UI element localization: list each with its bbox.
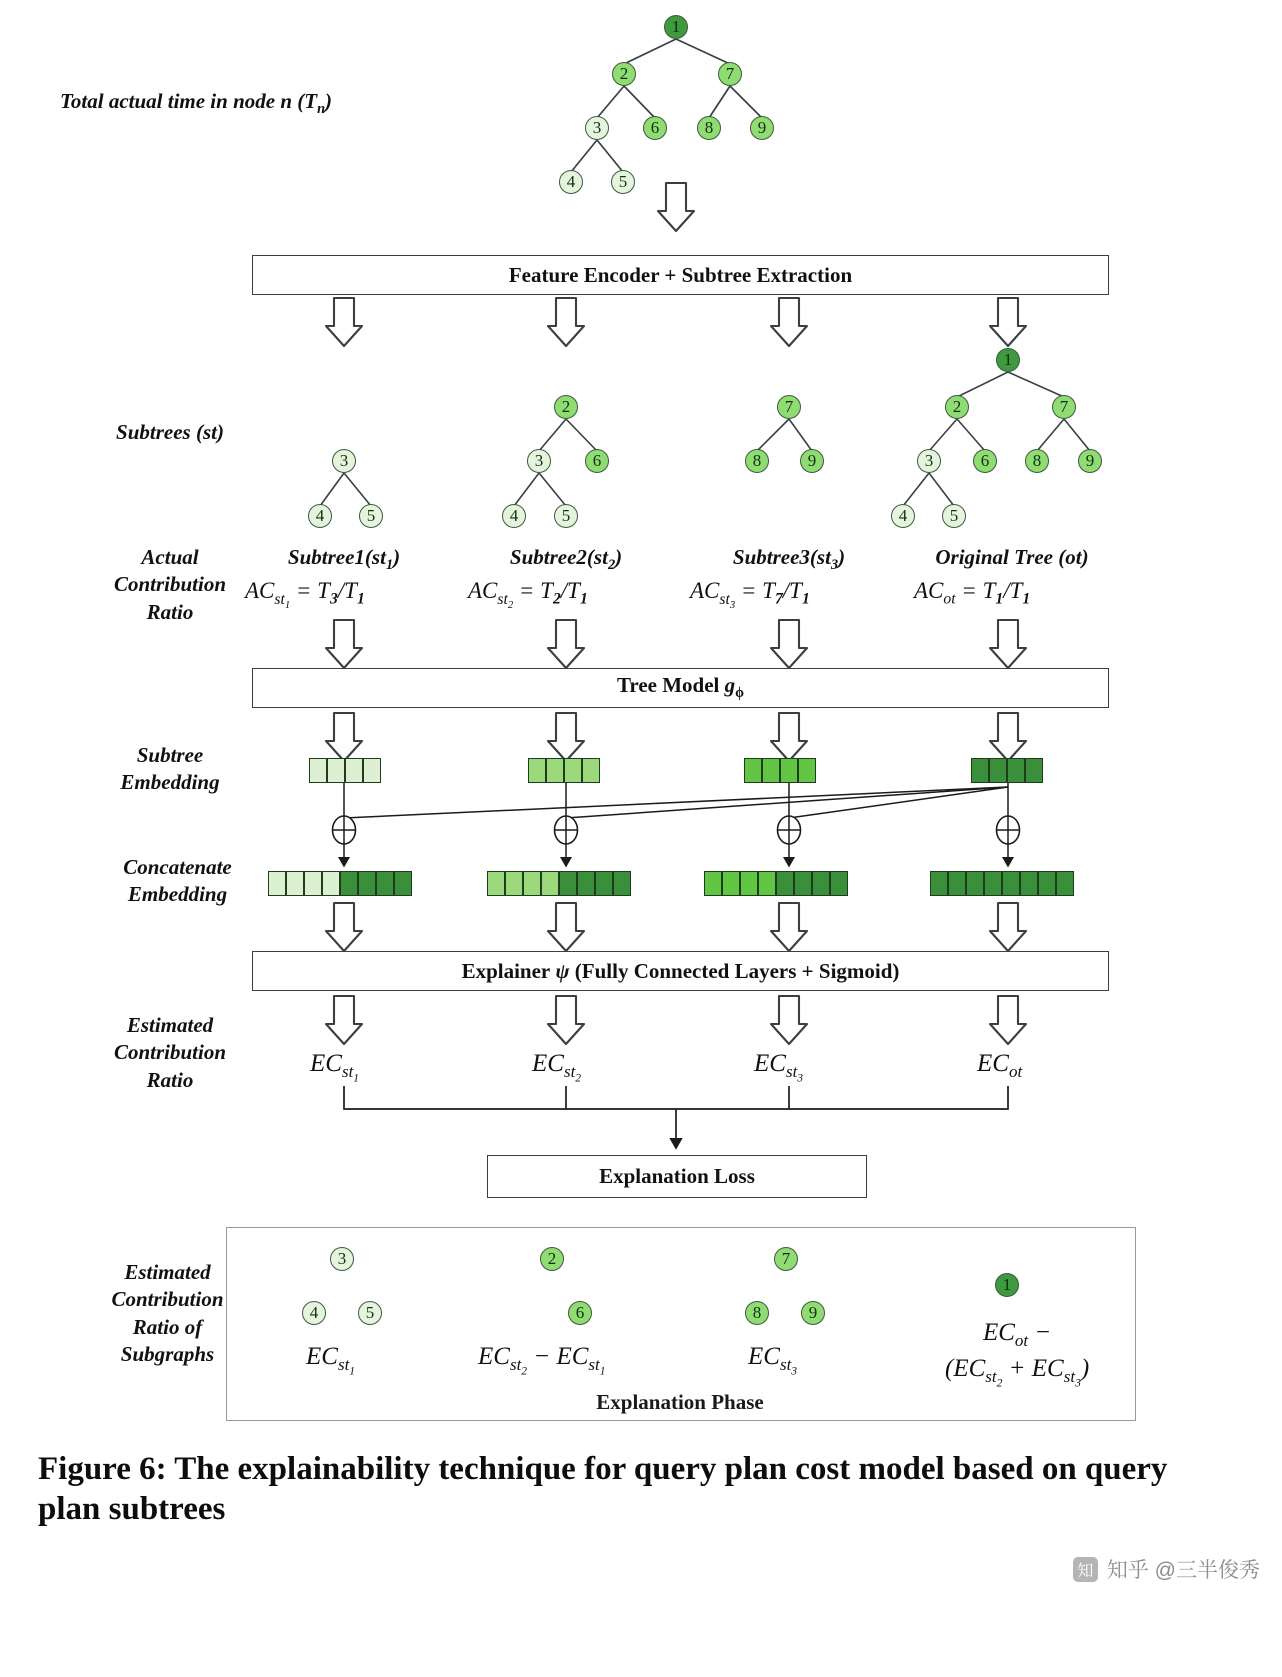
- watermark: [1073, 1554, 1260, 1584]
- explainer-label: Explainer ψ (Fully Connected Layers + Sigmoid): [461, 958, 900, 983]
- tree-node-subgraph1-4: 4: [302, 1301, 326, 1325]
- concat-embedding-2-right-cell-2: [577, 871, 595, 896]
- tree-node-st2-4: 4: [502, 504, 526, 528]
- subtree-name-1: [254, 545, 434, 574]
- concat-embedding-3-right-cell-4: [830, 871, 848, 896]
- tree-node-input-3: 3: [585, 116, 609, 140]
- concat-embedding-4-left-cell-3: [966, 871, 984, 896]
- watermark-handle: 知乎 @三半俊秀: [1106, 1559, 1260, 1582]
- process-box-explainer: [252, 951, 1109, 991]
- row-label-concatenate-embedding: Concatenate Embedding: [123, 855, 232, 907]
- concat-embedding-1-right-cell-4: [394, 871, 412, 896]
- tree-node-st4-4: 4: [891, 504, 915, 528]
- concat-embedding-2-left-cell-2: [505, 871, 523, 896]
- row-label-subtrees: [60, 419, 280, 446]
- process-box-tree-model: [252, 668, 1109, 708]
- tree-node-st4-9: 9: [1078, 449, 1102, 473]
- ac-formula-4: $AC_{ot} = T_1/T_1$: [914, 578, 1031, 608]
- concat-embedding-4-right-cell-1: [1002, 871, 1020, 896]
- tree-node-st1-5: 5: [359, 504, 383, 528]
- concat-embedding-1-right-cell-1: [340, 871, 358, 896]
- concat-embedding-3-right-cell-2: [794, 871, 812, 896]
- concat-embedding-2-right-cell-1: [559, 871, 577, 896]
- ac-formula-2: $AC_{st_2} = T_2/T_1$: [468, 578, 588, 611]
- concat-embedding-3-right-cell-1: [776, 871, 794, 896]
- concat-embedding-2-left-cell-3: [523, 871, 541, 896]
- ec-label-2: $EC_{st_2}$: [532, 1050, 582, 1085]
- tree-node-input-6: 6: [643, 116, 667, 140]
- concat-embedding-3-left-cell-2: [722, 871, 740, 896]
- row-label-subtree-embedding: Subtree Embedding: [120, 743, 220, 795]
- tree-node-input-2: 2: [612, 62, 636, 86]
- subtree-name-2: [476, 545, 656, 574]
- ec-label-1: $EC_{st_1}$: [310, 1050, 360, 1085]
- subtree-name-2-text: $Subtree2(st_2)$: [509, 545, 623, 574]
- subgraph-formula-3: $EC_{st_3}$: [748, 1343, 798, 1378]
- tree-node-st4-5: 5: [942, 504, 966, 528]
- subgraph-formula-2: $EC_{st_2} - EC_{st_1}$: [478, 1343, 606, 1378]
- tree-node-st4-6: 6: [973, 449, 997, 473]
- subtree-name-4: [914, 545, 1110, 570]
- concat-embedding-1-left-cell-2: [286, 871, 304, 896]
- feature-encoder-label: Feature Encoder + Subtree Extraction: [508, 262, 853, 287]
- tree-node-st1-3: 3: [332, 449, 356, 473]
- tree-node-st4-2: 2: [945, 395, 969, 419]
- process-box-feature-encoder: [252, 255, 1109, 295]
- figure-caption: [38, 1449, 1228, 1530]
- concat-embedding-1-left-cell-4: [322, 871, 340, 896]
- subtree-embedding-2-cell-2: [546, 758, 564, 783]
- tree-node-subgraph3-9: 9: [801, 1301, 825, 1325]
- tree-node-subgraph2-2: 2: [540, 1247, 564, 1271]
- concat-embedding-2-right-cell-3: [595, 871, 613, 896]
- concat-embedding-4-left-cell-2: [948, 871, 966, 896]
- explanation-phase-label: [226, 1390, 1134, 1415]
- ac-formula-1: $AC_{st_1} = T_3/T_1$: [245, 578, 365, 611]
- subtree-embedding-1-cell-2: [327, 758, 345, 783]
- concat-embedding-2-right-cell-4: [613, 871, 631, 896]
- tree-node-subgraph2-6: 6: [568, 1301, 592, 1325]
- tree-node-st4-3: 3: [917, 449, 941, 473]
- explanation-loss-label: Explanation Loss: [599, 1164, 755, 1188]
- tree-node-subgraph1-3: 3: [330, 1247, 354, 1271]
- subtree-name-4-text: Original Tree (ot): [935, 545, 1089, 569]
- subtree-name-3-text: $Subtree3(st_3)$: [732, 545, 846, 574]
- subgraph-formula-1: $EC_{st_1}$: [306, 1343, 356, 1378]
- subtree-embedding-3-cell-3: [780, 758, 798, 783]
- subtree-embedding-4-cell-2: [989, 758, 1007, 783]
- tree-node-st1-4: 4: [308, 504, 332, 528]
- row-label-total-time: [60, 88, 460, 119]
- row-label-estimated-contribution: Estimated Contribution Ratio: [113, 1013, 227, 1092]
- tree-node-subgraph3-7: 7: [774, 1247, 798, 1271]
- tree-node-st3-8: 8: [745, 449, 769, 473]
- tree-node-st4-8: 8: [1025, 449, 1049, 473]
- subtree-embedding-2-cell-3: [564, 758, 582, 783]
- concat-embedding-1-left-cell-1: [268, 871, 286, 896]
- concat-embedding-3-left-cell-3: [740, 871, 758, 896]
- concat-embedding-1-left-cell-3: [304, 871, 322, 896]
- tree-node-input-8: 8: [697, 116, 721, 140]
- subtree-embedding-1-cell-3: [345, 758, 363, 783]
- subtree-embedding-3-cell-2: [762, 758, 780, 783]
- concat-embedding-2-left-cell-4: [541, 871, 559, 896]
- tree-node-subgraph4-1: 1: [995, 1273, 1019, 1297]
- ac-formula-3: $AC_{st_3} = T_7/T_1$: [690, 578, 810, 611]
- concat-embedding-1-right-cell-3: [376, 871, 394, 896]
- subtree-embedding-4-cell-1: [971, 758, 989, 783]
- tree-node-st2-6: 6: [585, 449, 609, 473]
- concat-embedding-3-right-cell-3: [812, 871, 830, 896]
- tree-model-label: Tree Model $g_\phi$: [616, 673, 745, 702]
- subtree-embedding-2-cell-1: [528, 758, 546, 783]
- zhihu-logo-icon: 知: [1073, 1557, 1098, 1582]
- concat-embedding-4-left-cell-4: [984, 871, 1002, 896]
- subtree-name-1-text: $Subtree1(st_1)$: [287, 545, 401, 574]
- tree-node-st2-2: 2: [554, 395, 578, 419]
- subtree-name-3: [699, 545, 879, 574]
- explanation-phase-text: Explanation Phase: [596, 1390, 764, 1414]
- subtree-embedding-4-cell-4: [1025, 758, 1043, 783]
- tree-node-subgraph3-8: 8: [745, 1301, 769, 1325]
- subtree-embedding-2-cell-4: [582, 758, 600, 783]
- tree-node-input-9: 9: [750, 116, 774, 140]
- subtree-embedding-1-cell-1: [309, 758, 327, 783]
- row-label-estimated-contribution-subgraphs: Estimated Contribution Ratio of Subgraphs: [111, 1260, 224, 1366]
- tree-node-st2-3: 3: [527, 449, 551, 473]
- row-label-total-time-text: Total actual time in node n $(T_n)$: [60, 89, 333, 118]
- row-label-subtrees-text: Subtrees (st): [116, 420, 224, 444]
- ec-label-3: $EC_{st_3}$: [754, 1050, 804, 1085]
- subgraph-formula-4: $EC_{ot}$ − $(EC_{st_2} + EC_{st_3})$: [945, 1319, 1090, 1390]
- tree-node-st3-7: 7: [777, 395, 801, 419]
- tree-node-input-7: 7: [718, 62, 742, 86]
- concat-embedding-1-right-cell-2: [358, 871, 376, 896]
- concat-embedding-3-left-cell-1: [704, 871, 722, 896]
- tree-node-st3-9: 9: [800, 449, 824, 473]
- concat-embedding-2-left-cell-1: [487, 871, 505, 896]
- concat-embedding-4-right-cell-3: [1038, 871, 1056, 896]
- tree-node-st2-5: 5: [554, 504, 578, 528]
- tree-node-st4-1: 1: [996, 348, 1020, 372]
- tree-node-input-1: 1: [664, 15, 688, 39]
- figure-caption-text: Figure 6: The explainability technique for query plan cost model based on query plan subtrees: [38, 1451, 1168, 1528]
- ec-label-4: $EC_{ot}$: [977, 1050, 1023, 1081]
- concat-embedding-4-right-cell-2: [1020, 871, 1038, 896]
- subtree-embedding-3-cell-1: [744, 758, 762, 783]
- process-box-explanation-loss: [487, 1155, 867, 1198]
- tree-node-input-5: 5: [611, 170, 635, 194]
- subtree-embedding-4-cell-3: [1007, 758, 1025, 783]
- tree-node-st4-7: 7: [1052, 395, 1076, 419]
- concat-embedding-3-left-cell-4: [758, 871, 776, 896]
- concat-embedding-4-left-cell-1: [930, 871, 948, 896]
- tree-node-subgraph1-5: 5: [358, 1301, 382, 1325]
- tree-node-input-4: 4: [559, 170, 583, 194]
- subtree-embedding-3-cell-4: [798, 758, 816, 783]
- row-label-actual-contribution: Actual Contribution Ratio: [113, 545, 227, 624]
- subtree-embedding-1-cell-4: [363, 758, 381, 783]
- concat-embedding-4-right-cell-4: [1056, 871, 1074, 896]
